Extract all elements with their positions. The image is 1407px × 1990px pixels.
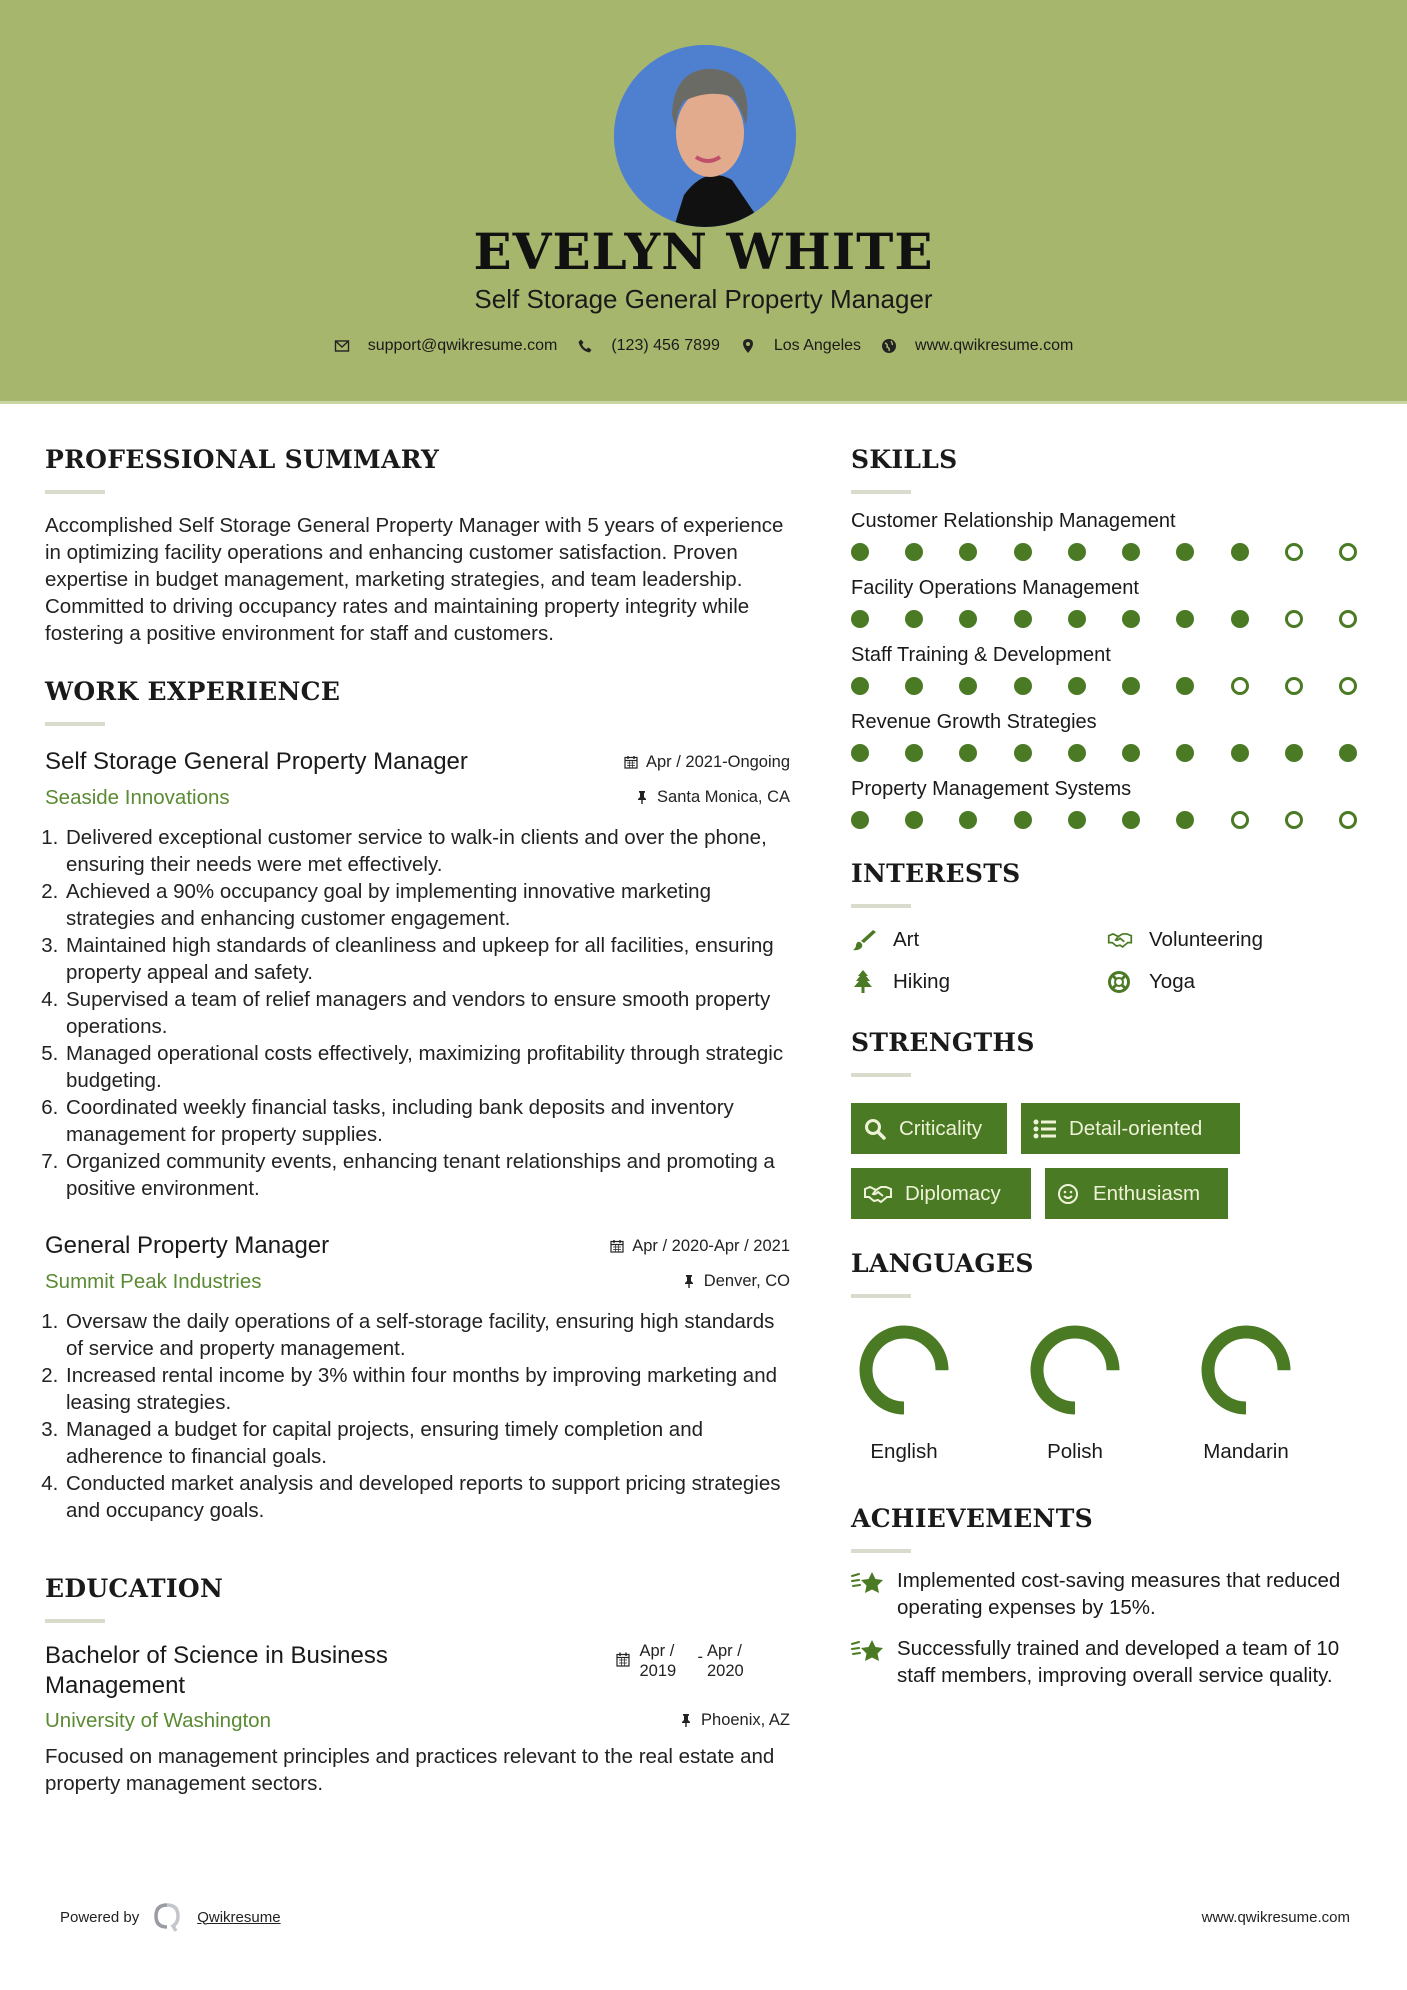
job-bullets [45,824,790,1202]
section-title: EDUCATION [45,1574,224,1603]
achievements-section [851,1504,1371,1689]
language-progress-ring [858,1324,950,1416]
section-title: ACHIEVEMENTS [851,1504,1093,1533]
rating-dot-filled [1068,543,1086,561]
rating-dot-filled [1068,677,1086,695]
job-title: Self Storage General Property Manager [45,748,468,775]
interest-item-art [851,928,1107,952]
achievement-item [851,1567,1371,1621]
rating-dot-filled [1014,811,1032,829]
page-footer [60,1902,1350,1932]
strength-label: Detail-oriented [1069,1116,1203,1140]
contact-phone[interactable] [577,337,720,355]
candidate-name: EVELYN WHITE [473,222,934,281]
section-divider [851,490,911,494]
rating-dot-filled [1014,543,1032,561]
interest-label: Yoga [1149,970,1195,993]
education-end: Apr / 2020 [707,1642,744,1680]
education-section [45,1574,790,1797]
skill-item [851,644,1371,695]
skill-item [851,778,1371,829]
degree-title: Bachelor of Science in Business Management [45,1642,388,1699]
rating-dot-empty [1339,677,1357,695]
rating-dot-filled [959,811,977,829]
skill-name: Staff Training & Development [851,644,1111,666]
strength-tag-enthusiasm [1045,1168,1228,1219]
rating-dot-empty [1231,811,1249,829]
interest-label: Hiking [893,970,950,993]
job-dates [624,753,790,772]
rating-dot-filled [851,744,869,762]
rating-dot-empty [1285,811,1303,829]
job-title: General Property Manager [45,1232,330,1259]
envelope-icon [334,338,350,354]
interest-label: Art [893,928,920,951]
language-name: Mandarin [1203,1440,1289,1463]
profile-photo [614,45,796,227]
education-location [679,1711,790,1730]
achievement-text: Implemented cost-saving measures that reduced operating expenses by 15%. [897,1569,1341,1619]
contact-website-text: www.qwikresume.com [915,337,1074,354]
rating-dot-filled [1122,543,1140,561]
bullet-item: 1. Oversaw the daily operations of a self-storage facility, ensuring high standards of service and property management. [64,1308,790,1362]
pushpin-icon [682,1274,696,1288]
language-name: Polish [1047,1440,1103,1463]
strength-tag-diplomacy [851,1168,1031,1219]
rating-dot-filled [1014,677,1032,695]
star-award-icon [851,1569,885,1599]
language-progress-ring [1029,1324,1121,1416]
handshake-icon [863,1183,893,1205]
job-bullets [45,1308,790,1524]
tree-icon [851,970,877,994]
rating-dot-empty [1285,610,1303,628]
globe-icon [881,338,897,354]
bullet-item: 2. Achieved a 90% occupancy goal by implementing innovative marketing strategies and enhancing customer engagement. [64,878,790,932]
section-title: LANGUAGES [851,1249,1034,1278]
rating-dot-filled [1176,677,1194,695]
languages-section [851,1249,1371,1464]
education-description: Focused on management principles and practices relevant to the real estate and property management sectors. [45,1745,775,1795]
rating-dot-filled [1122,744,1140,762]
rating-dot-filled [959,543,977,561]
school-name: University of Washington [45,1709,271,1732]
contact-email-text: support@qwikresume.com [367,337,558,354]
paintbrush-icon [851,928,877,952]
qwikresume-logo-icon [153,1902,181,1932]
job-dates-text: Apr / 2020-Apr / 2021 [632,1236,790,1255]
rating-dot-filled [1122,610,1140,628]
pushpin-icon [679,1713,693,1727]
section-divider [851,1294,911,1298]
rating-dot-filled [905,811,923,829]
rating-dot-filled [851,811,869,829]
map-marker-icon [740,338,756,354]
rating-dot-filled [851,543,869,561]
strength-tag-criticality [851,1103,1007,1154]
rating-dot-filled [959,677,977,695]
strength-tag-detail-oriented [1021,1103,1240,1154]
bullet-item: 1. Delivered exceptional customer service to walk-in clients and over the phone, ensuring their needs were met effectively. [64,824,790,878]
section-divider [45,1619,105,1623]
strengths-section [851,1028,1371,1219]
interest-label: Volunteering [1149,928,1263,951]
skill-name: Revenue Growth Strategies [851,711,1097,733]
language-progress-ring [1200,1324,1292,1416]
rating-dot-filled [1068,744,1086,762]
section-title: INTERESTS [851,859,1021,888]
interests-grid [851,928,1371,994]
language-item [1193,1324,1364,1464]
language-item [1022,1324,1193,1464]
skill-name: Property Management Systems [851,778,1132,800]
summary-text: Accomplished Self Storage General Property Manager with 5 years of experience in optimizing facility operations and enhancing customer satisfaction. Proven expertise in budget management, marketing strategies, and team leadership. Committed to driving occupancy rates and maintaining property integrity while fostering a positive environment for staff and customers. [45,514,784,645]
right-column [851,445,1371,1689]
section-divider [45,722,105,726]
bullet-item: 7. Organized community events, enhancing tenant relationships and promoting a positive environment. [64,1148,790,1202]
section-divider [851,904,911,908]
handshake-icon [1107,928,1133,952]
section-divider [851,1549,911,1553]
date-separator: - [697,1648,703,1666]
summary-section [45,445,790,647]
rating-dot-filled [1014,610,1032,628]
rating-dot-filled [1231,610,1249,628]
job-entry [45,748,790,1202]
section-divider [45,490,105,494]
section-title: PROFESSIONAL SUMMARY [45,445,440,474]
education-start: Apr / 2019 [639,1642,677,1680]
strength-label: Diplomacy [905,1181,1001,1205]
bullet-item: 6. Coordinated weekly financial tasks, including bank deposits and inventory management for property supplies. [64,1094,790,1148]
rating-dot-filled [1176,811,1194,829]
job-entry [45,1232,790,1524]
rating-dot-filled [851,610,869,628]
left-column [45,445,790,1797]
list-icon [1033,1118,1057,1140]
rating-dot-filled [1014,744,1032,762]
powered-by-label: Powered by [60,1908,140,1926]
interest-item-yoga [1107,970,1363,994]
resume-header [0,0,1407,404]
rating-dot-filled [1285,744,1303,762]
rating-dot-filled [905,610,923,628]
job-dates [610,1237,790,1256]
interest-item-volunteering [1107,928,1363,952]
pushpin-icon [635,790,649,804]
skill-rating [851,811,1357,829]
rating-dot-filled [1176,744,1194,762]
life-ring-icon [1107,970,1133,994]
job-location [682,1272,790,1291]
contact-phone-text: (123) 456 7899 [611,337,720,354]
rating-dot-filled [959,610,977,628]
qwikresume-link[interactable]: Qwikresume [197,1908,281,1926]
calendar-icon [610,1239,624,1253]
smile-icon [1057,1183,1081,1205]
contact-location [740,337,861,355]
job-dates-text: Apr / 2021-Ongoing [645,752,790,771]
education-dates [616,1641,756,1681]
skill-name: Customer Relationship Management [851,510,1176,532]
skill-rating [851,744,1357,762]
section-title: WORK EXPERIENCE [45,677,341,706]
contact-website[interactable] [881,337,1073,355]
job-location [635,788,790,807]
rating-dot-empty [1339,543,1357,561]
rating-dot-filled [905,677,923,695]
rating-dot-filled [1176,610,1194,628]
portrait-image [614,45,796,227]
skill-rating [851,543,1357,561]
rating-dot-empty [1285,543,1303,561]
strength-label: Criticality [899,1116,983,1140]
rating-dot-empty [1231,677,1249,695]
bullet-item: 4. Supervised a team of relief managers and vendors to ensure smooth property operations. [64,986,790,1040]
education-location-text: Phoenix, AZ [701,1710,790,1729]
skill-rating [851,610,1357,628]
rating-dot-filled [1122,811,1140,829]
bullet-item: 3. Managed a budget for capital projects, ensuring timely completion and adherence to financial goals. [64,1416,790,1470]
rating-dot-filled [1231,543,1249,561]
strengths-tags [851,1103,1371,1219]
section-title: SKILLS [851,445,958,474]
contact-location-text: Los Angeles [773,337,862,354]
languages-list [851,1324,1371,1464]
language-item [851,1324,1022,1464]
bullet-item: 4. Conducted market analysis and developed reports to support pricing strategies and occupancy goals. [64,1470,790,1524]
company-name: Seaside Innovations [45,786,230,809]
experience-section [45,677,790,1524]
powered-by [60,1902,281,1932]
phone-icon [577,338,593,354]
rating-dot-empty [1339,811,1357,829]
rating-dot-filled [851,677,869,695]
skill-item [851,510,1371,561]
interest-item-hiking [851,970,1107,994]
job-location-text: Denver, CO [703,1271,790,1290]
rating-dot-filled [905,543,923,561]
footer-website-link[interactable]: www.qwikresume.com [1201,1908,1350,1926]
rating-dot-filled [1068,610,1086,628]
achievement-item [851,1635,1371,1689]
bullet-item: 5. Managed operational costs effectively, maximizing profitability through strategic budgeting. [64,1040,790,1094]
rating-dot-empty [1339,610,1357,628]
rating-dot-filled [1122,677,1140,695]
rating-dot-filled [959,744,977,762]
strength-label: Enthusiasm [1093,1181,1201,1205]
calendar-icon [616,1651,630,1667]
job-location-text: Santa Monica, CA [657,787,790,806]
contact-bar [0,337,1407,355]
company-name: Summit Peak Industries [45,1270,262,1293]
skills-section [851,445,1371,829]
calendar-icon [624,755,638,769]
skill-item [851,711,1371,762]
section-divider [851,1073,911,1077]
rating-dot-empty [1285,677,1303,695]
rating-dot-filled [1176,543,1194,561]
skill-rating [851,677,1357,695]
bullet-item: 3. Maintained high standards of cleanliness and upkeep for all facilities, ensuring property appeal and safety. [64,932,790,986]
search-icon [863,1118,887,1140]
interests-section [851,859,1371,994]
rating-dot-filled [905,744,923,762]
rating-dot-filled [1339,744,1357,762]
contact-email[interactable] [334,337,558,355]
star-award-icon [851,1637,885,1667]
candidate-role: Self Storage General Property Manager [474,284,933,314]
language-name: English [870,1440,938,1463]
bullet-item: 2. Increased rental income by 3% within four months by improving marketing and leasing strategies. [64,1362,790,1416]
rating-dot-filled [1068,811,1086,829]
skill-name: Facility Operations Management [851,577,1139,599]
rating-dot-filled [1231,744,1249,762]
achievement-text: Successfully trained and developed a team of 10 staff members, improving overall service quality. [897,1637,1340,1687]
section-title: STRENGTHS [851,1028,1035,1057]
skill-item [851,577,1371,628]
